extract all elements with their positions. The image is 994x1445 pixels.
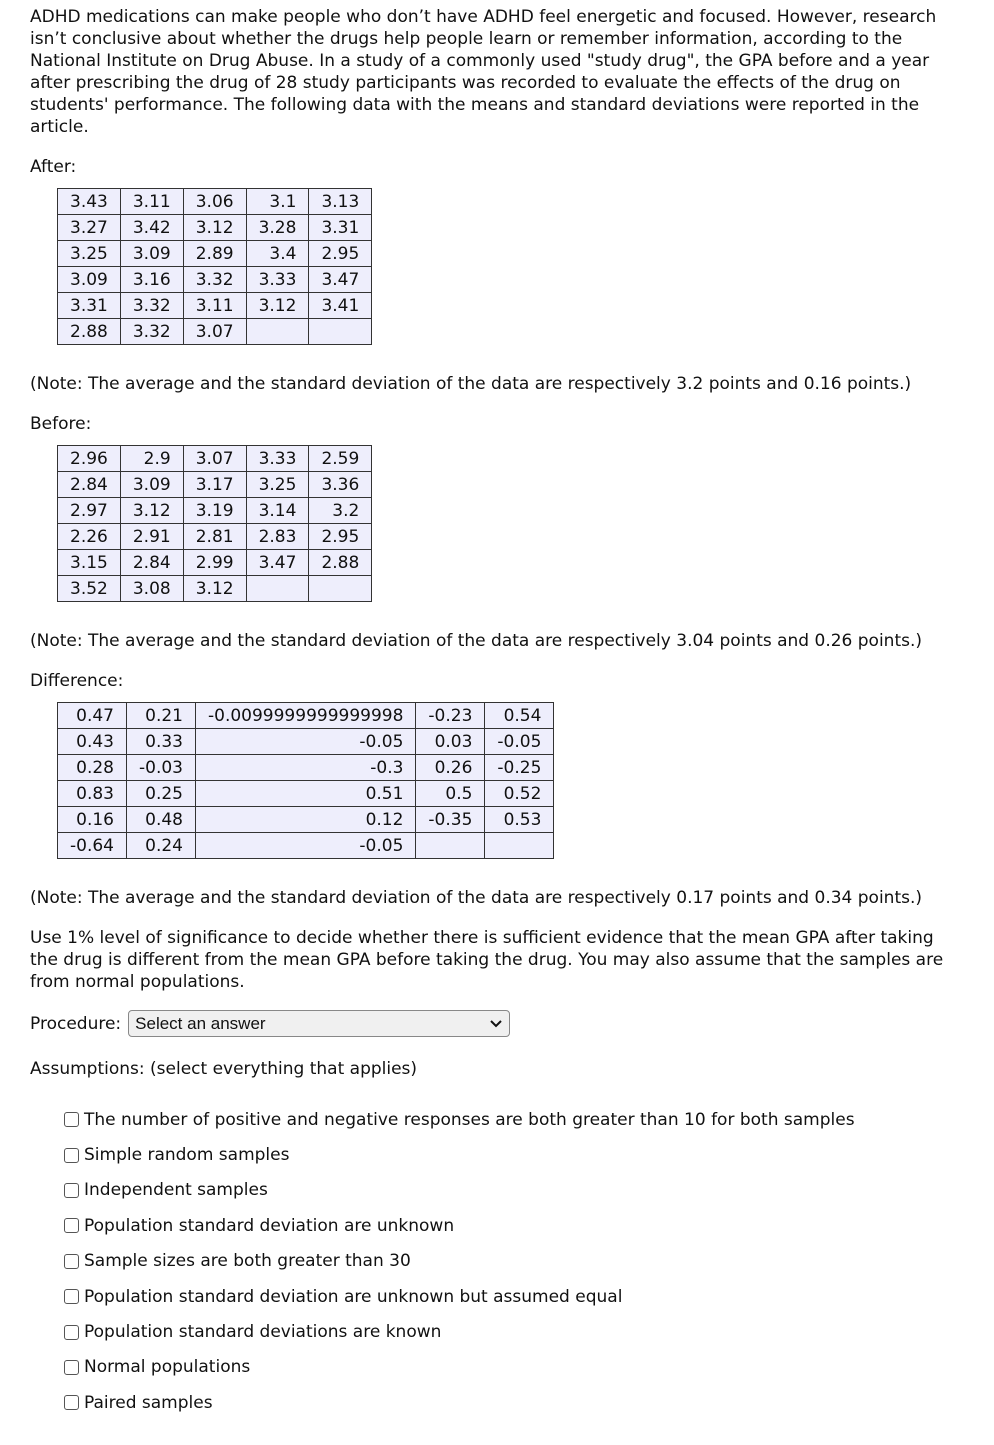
difference-label: Difference: <box>30 671 124 691</box>
table-cell: -0.05 <box>196 729 416 755</box>
before-table <box>57 445 372 602</box>
table-row <box>58 524 372 550</box>
table-cell: 3.08 <box>120 576 183 602</box>
table-cell: 2.88 <box>58 319 121 345</box>
assumption-checkbox[interactable] <box>64 1395 79 1410</box>
table-cell: 3.12 <box>246 293 309 319</box>
table-row <box>58 550 372 576</box>
table-cell: 0.21 <box>127 703 196 729</box>
table-cell: 3.42 <box>120 215 183 241</box>
table-row <box>58 703 554 729</box>
assumption-option[interactable] <box>64 1314 964 1349</box>
table-cell: 3.43 <box>58 189 121 215</box>
table-row <box>58 755 554 781</box>
table-cell: 3.12 <box>183 576 246 602</box>
table-cell: 3.25 <box>58 241 121 267</box>
table-cell: 3.14 <box>246 498 309 524</box>
assumption-checkbox[interactable] <box>64 1183 79 1198</box>
table-cell: 3.07 <box>183 446 246 472</box>
assumptions-list <box>64 1102 964 1421</box>
table-cell: 3.47 <box>309 267 372 293</box>
assumption-checkbox[interactable] <box>64 1218 79 1233</box>
table-row <box>58 807 554 833</box>
question-text: Use 1% level of significance to decide whether there is sufficient evidence that the mean GPA after taking the drug is different from the mean GPA before taking the drug. You may also assume that the samples are from normal populations. <box>30 928 944 992</box>
table-cell: 3.06 <box>183 189 246 215</box>
table-cell: -0.64 <box>58 833 127 859</box>
table-row <box>58 215 372 241</box>
table-cell: 2.91 <box>120 524 183 550</box>
procedure-label: Procedure: <box>30 1013 122 1034</box>
assumption-option[interactable] <box>64 1350 964 1385</box>
table-cell: 0.48 <box>127 807 196 833</box>
table-row <box>58 576 372 602</box>
table-cell: 3.27 <box>58 215 121 241</box>
table-cell: 2.84 <box>58 472 121 498</box>
table-cell: -0.3 <box>196 755 416 781</box>
table-row <box>58 781 554 807</box>
assumption-label: The number of positive and negative responses are both greater than 10 for both samples <box>84 1109 855 1130</box>
table-cell: 0.12 <box>196 807 416 833</box>
table-cell <box>309 576 372 602</box>
assumption-label: Independent samples <box>84 1180 268 1201</box>
assumption-option[interactable] <box>64 1102 964 1137</box>
table-cell: 3.13 <box>309 189 372 215</box>
table-cell: -0.05 <box>196 833 416 859</box>
assumption-checkbox[interactable] <box>64 1112 79 1127</box>
table-cell: 3.32 <box>120 293 183 319</box>
after-table <box>57 188 372 345</box>
table-cell: 0.53 <box>485 807 554 833</box>
table-cell <box>485 833 554 859</box>
assumption-label: Sample sizes are both greater than 30 <box>84 1251 411 1272</box>
assumptions-label: Assumptions: (select everything that applies) <box>30 1059 418 1079</box>
table-cell: -0.03 <box>127 755 196 781</box>
table-cell: 2.88 <box>309 550 372 576</box>
table-cell: 3.36 <box>309 472 372 498</box>
table-row <box>58 293 372 319</box>
table-cell: 3.32 <box>183 267 246 293</box>
assumption-option[interactable] <box>64 1137 964 1172</box>
assumption-checkbox[interactable] <box>64 1360 79 1375</box>
table-cell: 3.09 <box>120 472 183 498</box>
table-cell: 3.52 <box>58 576 121 602</box>
table-cell: 2.95 <box>309 524 372 550</box>
difference-note: (Note: The average and the standard deviation of the data are respectively 0.17 points and 0.34 points.) <box>30 888 923 908</box>
table-cell: 2.81 <box>183 524 246 550</box>
table-cell: 3.31 <box>309 215 372 241</box>
table-cell: 3.25 <box>246 472 309 498</box>
table-cell: 3.32 <box>120 319 183 345</box>
table-cell: -0.05 <box>485 729 554 755</box>
table-row <box>58 189 372 215</box>
table-cell: 0.28 <box>58 755 127 781</box>
table-row <box>58 472 372 498</box>
table-cell: 3.4 <box>246 241 309 267</box>
table-cell: 0.5 <box>416 781 485 807</box>
table-cell: 2.26 <box>58 524 121 550</box>
table-cell: 0.33 <box>127 729 196 755</box>
after-note: (Note: The average and the standard deviation of the data are respectively 3.2 points and 0.16 points.) <box>30 374 912 394</box>
before-note: (Note: The average and the standard deviation of the data are respectively 3.04 points and 0.26 points.) <box>30 631 923 651</box>
table-cell: 0.16 <box>58 807 127 833</box>
table-cell: 2.89 <box>183 241 246 267</box>
table-cell: 3.11 <box>120 189 183 215</box>
assumption-checkbox[interactable] <box>64 1289 79 1304</box>
assumption-checkbox[interactable] <box>64 1148 79 1163</box>
table-cell: -0.23 <box>416 703 485 729</box>
assumption-label: Normal populations <box>84 1357 251 1378</box>
table-cell: 3.47 <box>246 550 309 576</box>
table-cell: 2.97 <box>58 498 121 524</box>
table-row <box>58 446 372 472</box>
table-row <box>58 267 372 293</box>
table-cell: 3.07 <box>183 319 246 345</box>
assumption-option[interactable] <box>64 1279 964 1314</box>
assumption-option[interactable] <box>64 1385 964 1420</box>
table-row <box>58 833 554 859</box>
table-cell: 3.1 <box>246 189 309 215</box>
assumption-option[interactable] <box>64 1244 964 1279</box>
table-cell: 3.09 <box>120 241 183 267</box>
before-label: Before: <box>30 414 92 434</box>
chevron-down-icon <box>490 1013 502 1035</box>
table-cell: -0.35 <box>416 807 485 833</box>
table-row <box>58 241 372 267</box>
table-row <box>58 729 554 755</box>
table-cell: 2.83 <box>246 524 309 550</box>
table-cell: 0.25 <box>127 781 196 807</box>
table-row <box>58 498 372 524</box>
table-cell: 2.96 <box>58 446 121 472</box>
table-cell <box>246 319 309 345</box>
table-cell: 2.95 <box>309 241 372 267</box>
table-cell <box>246 576 309 602</box>
table-cell: 3.12 <box>183 215 246 241</box>
table-cell: 0.83 <box>58 781 127 807</box>
table-cell: -0.0099999999999998 <box>196 703 416 729</box>
table-row <box>58 319 372 345</box>
table-cell: 3.28 <box>246 215 309 241</box>
procedure-select[interactable] <box>128 1010 510 1037</box>
table-cell: -0.25 <box>485 755 554 781</box>
after-label: After: <box>30 157 77 177</box>
table-cell <box>309 319 372 345</box>
procedure-row <box>30 1010 964 1037</box>
assumption-label: Population standard deviations are known <box>84 1322 442 1343</box>
table-cell: 0.26 <box>416 755 485 781</box>
assumption-label: Simple random samples <box>84 1145 290 1166</box>
table-cell: 0.24 <box>127 833 196 859</box>
table-cell: 2.9 <box>120 446 183 472</box>
table-cell: 3.15 <box>58 550 121 576</box>
table-cell: 0.52 <box>485 781 554 807</box>
table-cell: 2.99 <box>183 550 246 576</box>
procedure-selected-value: Select an answer <box>135 1013 266 1033</box>
table-cell: 3.2 <box>309 498 372 524</box>
table-cell: 0.54 <box>485 703 554 729</box>
assumption-label: Paired samples <box>84 1392 213 1413</box>
assumption-option[interactable] <box>64 1208 964 1243</box>
table-cell: 3.19 <box>183 498 246 524</box>
table-cell: 3.17 <box>183 472 246 498</box>
table-cell: 3.33 <box>246 446 309 472</box>
table-cell: 0.03 <box>416 729 485 755</box>
table-cell: 3.11 <box>183 293 246 319</box>
assumption-label: Population standard deviation are unknown <box>84 1215 455 1236</box>
assumption-label: Population standard deviation are unknown but assumed equal <box>84 1286 623 1307</box>
table-cell: 3.31 <box>58 293 121 319</box>
table-cell: 3.12 <box>120 498 183 524</box>
table-cell: 3.41 <box>309 293 372 319</box>
table-cell: 2.84 <box>120 550 183 576</box>
table-cell: 0.47 <box>58 703 127 729</box>
assumption-checkbox[interactable] <box>64 1325 79 1340</box>
table-cell: 0.43 <box>58 729 127 755</box>
table-cell: 3.33 <box>246 267 309 293</box>
assumption-option[interactable] <box>64 1173 964 1208</box>
table-cell: 2.59 <box>309 446 372 472</box>
table-cell <box>416 833 485 859</box>
table-cell: 0.51 <box>196 781 416 807</box>
problem-intro: ADHD medications can make people who don’t have ADHD feel energetic and focused. However, research isn’t conclusive about whether the drugs help people learn or remember information, according to the National Institute on Drug Abuse. In a study of a commonly used "study drug", the GPA before and a year after prescribing the drug of 28 study participants was recorded to evaluate the effects of the drug on students' performance. The following data with the means and standard deviations were reported in the article. <box>30 7 937 137</box>
difference-table <box>57 702 554 859</box>
table-cell: 3.09 <box>58 267 121 293</box>
table-cell: 3.16 <box>120 267 183 293</box>
assumption-checkbox[interactable] <box>64 1254 79 1269</box>
